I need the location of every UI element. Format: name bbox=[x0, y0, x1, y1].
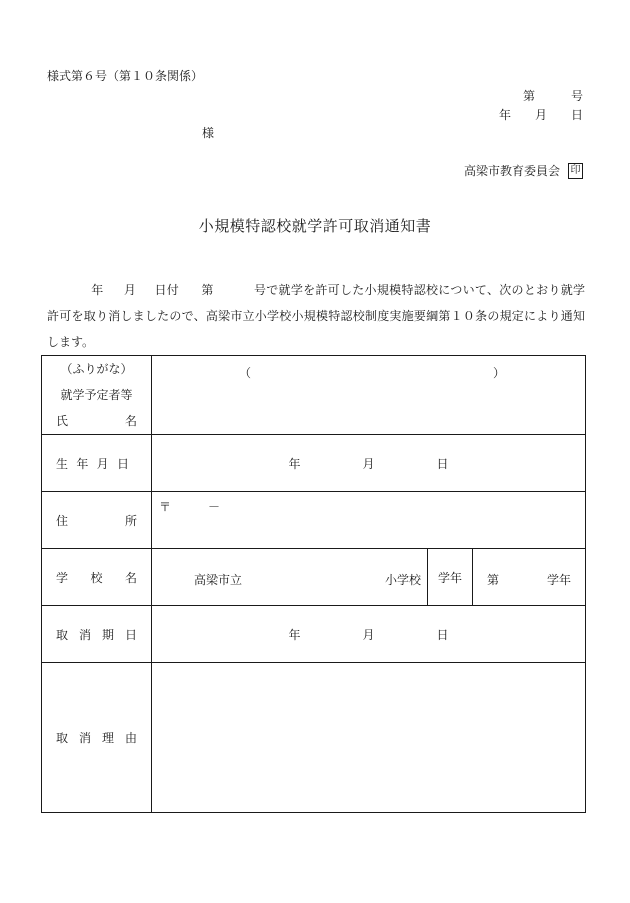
document-title: 小規模特認校就学許可取消通知書 bbox=[198, 217, 432, 235]
grade-label-cell bbox=[428, 549, 473, 606]
notice-body bbox=[47, 277, 585, 355]
body-no-prefix: 第 bbox=[201, 283, 214, 297]
issuer-name: 高梁市教育委員会 bbox=[463, 164, 560, 178]
body-year: 年 bbox=[91, 283, 104, 297]
cancel-date-label: 取 消 期 日 bbox=[56, 627, 137, 642]
name-label-cell bbox=[42, 356, 152, 435]
address-label: 住 所 bbox=[56, 513, 137, 528]
cancel-date-label-cell bbox=[42, 606, 152, 663]
postal-dash: － bbox=[208, 500, 221, 514]
issue-number-suffix: 号 bbox=[570, 89, 583, 103]
row-cancel-date bbox=[42, 606, 586, 663]
address-label-cell bbox=[42, 492, 152, 549]
name-value-cell[interactable] bbox=[152, 356, 586, 435]
issue-number bbox=[523, 90, 583, 102]
issue-date-year: 年 bbox=[498, 108, 511, 122]
furigana-label: （ふりがな） bbox=[60, 362, 133, 376]
cancel-reason-value-cell[interactable] bbox=[152, 663, 586, 813]
issue-date-month: 月 bbox=[534, 108, 547, 122]
grade-suffix: 学年 bbox=[547, 573, 572, 587]
candidate-label: 就学予定者等 bbox=[60, 388, 133, 402]
row-birthdate bbox=[42, 435, 586, 492]
cancel-reason-label: 取 消 理 由 bbox=[56, 731, 137, 745]
grade-label: 学年 bbox=[437, 570, 462, 585]
name-label: 氏 名 bbox=[56, 414, 137, 428]
seal-mark: 印 bbox=[568, 163, 583, 179]
furigana-paren-open: （ bbox=[239, 366, 252, 380]
grade-prefix: 第 bbox=[487, 573, 500, 587]
school-name-cell[interactable] bbox=[152, 549, 428, 606]
row-name bbox=[42, 356, 586, 435]
notice-form-table bbox=[41, 355, 586, 813]
postal-mark: 〒 bbox=[159, 500, 172, 514]
furigana-paren-close: ） bbox=[493, 366, 506, 380]
cancel-date-value-cell[interactable]: 年 月 日 bbox=[152, 606, 586, 663]
row-cancel-reason bbox=[42, 663, 586, 813]
birthdate-label-cell bbox=[42, 435, 152, 492]
grade-value-cell[interactable] bbox=[473, 549, 586, 606]
body-month: 月 bbox=[123, 283, 137, 297]
cancel-reason-label-cell bbox=[42, 663, 152, 813]
body-text: 号で就学を許可した小規模特認校について、次のとおり就学許可を取り消しましたので、高梁市立小学校小規模特認校制度実施要綱第１０条の規定により通知します。 bbox=[47, 283, 585, 349]
issuer bbox=[464, 163, 583, 179]
school-label: 学 校 名 bbox=[56, 570, 137, 585]
body-dated: 日付 bbox=[154, 283, 180, 297]
form-number: 様式第６号（第１０条関係） bbox=[47, 69, 204, 83]
row-school bbox=[42, 549, 586, 606]
issue-date bbox=[499, 109, 583, 121]
birthdate-value-cell[interactable]: 年 月 日 bbox=[152, 435, 586, 492]
issue-date-day: 日 bbox=[570, 108, 583, 122]
issue-number-prefix: 第 bbox=[522, 89, 535, 103]
address-value-cell[interactable] bbox=[152, 492, 586, 549]
school-suffix: 小学校 bbox=[384, 573, 421, 587]
addressee-honorific: 様 bbox=[202, 126, 215, 140]
birthdate-label: 生 年 月 日 bbox=[56, 456, 129, 471]
school-label-cell bbox=[42, 549, 152, 606]
school-prefix: 高梁市立 bbox=[194, 573, 243, 587]
row-address bbox=[42, 492, 586, 549]
